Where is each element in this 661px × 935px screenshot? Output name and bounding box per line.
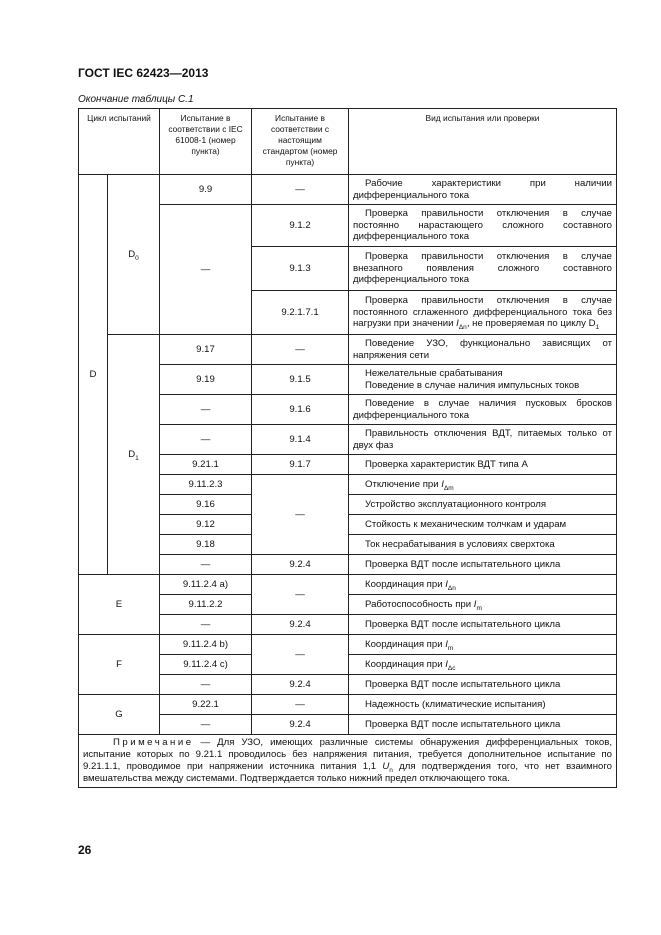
cell-kind: Поведение УЗО, функционально зависящих от напряжения сети: [349, 335, 617, 365]
subgroup-label-d1: $D_1$: [108, 335, 160, 575]
table-row: [79, 365, 617, 395]
cell-kind: Поведение в случае наличия пусковых бросков дифференциального тока: [349, 395, 617, 425]
cell-std: 9.1.6: [252, 395, 349, 425]
document-header: ГОСТ IEC 62423—2013: [78, 66, 209, 80]
group-label-g: G: [79, 695, 160, 735]
subgroup-label-d0: $D_0$: [108, 175, 160, 335]
cell-kind: Отключение при $I_{\Delta m}$: [349, 475, 617, 495]
cell-iec: —: [160, 425, 252, 455]
table-row: [79, 615, 617, 635]
cell-kind: Проверка правильности отключения в случае внезапного появления сложного составного дифференциального тока: [349, 247, 617, 291]
cell-iec: 9.22.1: [160, 695, 252, 715]
cell-kind: Проверка ВДТ после испытательного цикла: [349, 675, 617, 695]
cell-kind: Координация при $I_{\Delta c}$: [349, 655, 617, 675]
cell-iec: 9.12: [160, 515, 252, 535]
cell-iec: —: [160, 615, 252, 635]
table-row: [79, 455, 617, 475]
table-row: [79, 475, 617, 495]
table-caption: Окончание таблицы С.1: [78, 94, 194, 105]
table-row: [79, 335, 617, 365]
cell-iec: —: [160, 715, 252, 735]
cell-iec: 9.11.2.4 c): [160, 655, 252, 675]
cell-iec: 9.21.1: [160, 455, 252, 475]
cell-kind: Проверка характеристик ВДТ типа А: [349, 455, 617, 475]
cell-std: 9.2.4: [252, 715, 349, 735]
cell-iec: —: [160, 555, 252, 575]
cell-iec: 9.16: [160, 495, 252, 515]
cell-iec: 9.11.2.4 b): [160, 635, 252, 655]
cell-std: —: [252, 695, 349, 715]
cell-iec: 9.19: [160, 365, 252, 395]
group-label-f: F: [79, 635, 160, 695]
cell-kind: Проверка правильности отключения в случае постоянного сглаженного дифференциального тока без нагрузки при значении $I_{\Delta n}$, не проверяемая по циклу $D_1$: [349, 291, 617, 335]
cell-kind: Проверка правильности отключения в случае постоянно нарастающего сложного составного дифференциального тока: [349, 205, 617, 247]
table-row: [79, 635, 617, 655]
cell-iec: 9.11.2.2: [160, 595, 252, 615]
header-cycle: Цикл испытаний: [79, 109, 160, 175]
cell-iec: 9.18: [160, 535, 252, 555]
table-row: [79, 425, 617, 455]
cell-kind: Устройство эксплуатационного контроля: [349, 495, 617, 515]
cell-kind: Проверка ВДТ после испытательного цикла: [349, 715, 617, 735]
test-cycle-table: [78, 108, 617, 788]
table-row: [79, 575, 617, 595]
table-note-row: [79, 735, 617, 788]
cell-std: —: [252, 575, 349, 615]
cell-kind: Проверка ВДТ после испытательного цикла: [349, 555, 617, 575]
table-row: [79, 395, 617, 425]
cell-std: —: [252, 335, 349, 365]
cell-iec: 9.11.2.4 a): [160, 575, 252, 595]
cell-iec: 9.11.2.3: [160, 475, 252, 495]
cell-iec: —: [160, 205, 252, 335]
group-label-e: E: [79, 575, 160, 635]
cell-kind: Работоспособность при $I_m$: [349, 595, 617, 615]
cell-std: 9.1.5: [252, 365, 349, 395]
cell-kind: Координация при $I_m$: [349, 635, 617, 655]
cell-std: 9.2.4: [252, 555, 349, 575]
cell-kind: Правильность отключения ВДТ, питаемых только от двух фаз: [349, 425, 617, 455]
table-row: [79, 675, 617, 695]
page-number: 26: [78, 843, 92, 857]
cell-iec: 9.17: [160, 335, 252, 365]
table-row: [79, 175, 617, 205]
cell-iec: 9.9: [160, 175, 252, 205]
table-note: Примечание — Для УЗО, имеющих различные системы обнаружения дифференциальных токов, испытание которых по 9.21.1 проводилось без напряжения питания, требуется дополнительное испытание по 9.21.1.1, проводимое при напряжении источника питания 1,1 $U_n$ для подтверждения того, что нет взаимного вмешательства между системами. Подтверждается только нижний предел отключающего тока.: [79, 735, 617, 788]
table-row: [79, 205, 617, 247]
table-row: [79, 695, 617, 715]
cell-std: 9.1.2: [252, 205, 349, 247]
header-iec: Испытание в соответствии с IEC 61008-1 (номер пункта): [160, 109, 252, 175]
cell-std: 9.1.4: [252, 425, 349, 455]
cell-std: —: [252, 475, 349, 555]
cell-std: 9.2.4: [252, 615, 349, 635]
cell-std: 9.1.3: [252, 247, 349, 291]
cell-iec: —: [160, 675, 252, 695]
cell-kind: Нежелательные срабатывания Поведение в случае наличия импульсных токов: [349, 365, 617, 395]
cell-kind: Рабочие характеристики при наличии дифференциального тока: [349, 175, 617, 205]
cell-kind: Координация при $I_{\Delta n}$: [349, 575, 617, 595]
cell-std: —: [252, 175, 349, 205]
table-header-row: [79, 109, 617, 175]
cell-std: 9.1.7: [252, 455, 349, 475]
cell-std: —: [252, 635, 349, 675]
cell-std: 9.2.4: [252, 675, 349, 695]
group-label-d: D: [79, 175, 108, 575]
cell-std: 9.2.1.7.1: [252, 291, 349, 335]
cell-kind: Проверка ВДТ после испытательного цикла: [349, 615, 617, 635]
cell-kind: Ток несрабатывания в условиях сверхтока: [349, 535, 617, 555]
table-row: [79, 715, 617, 735]
table-row: [79, 555, 617, 575]
header-kind: Вид испытания или проверки: [349, 109, 617, 175]
cell-kind: Надежность (климатические испытания): [349, 695, 617, 715]
cell-iec: —: [160, 395, 252, 425]
header-standard: Испытание в соответствии с настоящим стандартом (номер пункта): [252, 109, 349, 175]
cell-kind: Стойкость к механическим толчкам и ударам: [349, 515, 617, 535]
